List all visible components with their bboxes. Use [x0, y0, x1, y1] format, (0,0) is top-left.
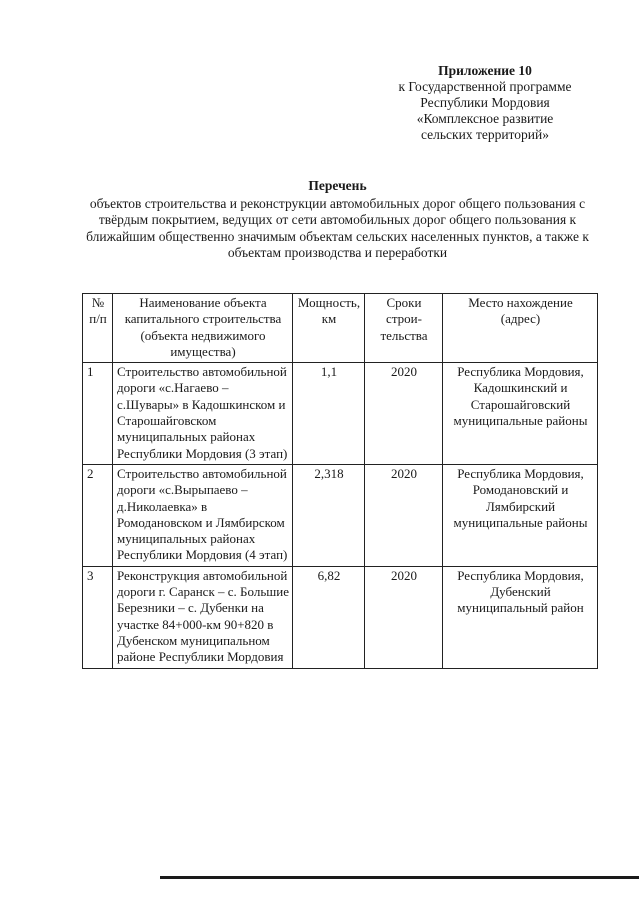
- cell-place: Республика Мордовия, Кадошкинский и Старошайговский муниципальные районы: [443, 363, 598, 465]
- appendix-block: [370, 63, 600, 143]
- document-title: Перечень: [308, 178, 367, 193]
- cell-num: 2: [83, 464, 113, 566]
- scan-edge-line: [160, 876, 639, 879]
- table-row: [83, 363, 598, 465]
- cell-power: 1,1: [293, 363, 365, 465]
- objects-table: [82, 293, 598, 669]
- cell-place: Республика Мордовия, Ромодановский и Лямбирский муниципальные районы: [443, 464, 598, 566]
- cell-term: 2020: [365, 566, 443, 668]
- cell-name: Строительство автомобильной дороги «с.Нагаево – с.Шувары» в Кадошкинском и Старошайговском муниципальных районах Республики Мордовия (3 этап): [113, 363, 293, 465]
- document-subtitle: объектов строительства и реконструкции автомобильных дорог общего пользования с твёрдым покрытием, ведущих от сети автомобильных дорог общего пользования к ближайшим общественно значимым объектам сельских населенных пунктов, а также к объектам производства и переработки: [86, 195, 589, 260]
- cell-power: 6,82: [293, 566, 365, 668]
- header-term: Сроки строи-тельства: [365, 294, 443, 363]
- appendix-line: сельских территорий»: [421, 127, 549, 142]
- cell-power: 2,318: [293, 464, 365, 566]
- header-num: № п/п: [83, 294, 113, 363]
- table-row: [83, 464, 598, 566]
- header-place: Место нахождение (адрес): [443, 294, 598, 363]
- header-power: Мощность, км: [293, 294, 365, 363]
- cell-term: 2020: [365, 464, 443, 566]
- cell-num: 3: [83, 566, 113, 668]
- header-name: Наименование объекта капитального строительства (объекта недвижимого имущества): [113, 294, 293, 363]
- appendix-line: «Комплексное развитие: [416, 111, 554, 126]
- appendix-line: Республики Мордовия: [420, 95, 550, 110]
- appendix-title: Приложение 10: [438, 63, 532, 78]
- appendix-line: к Государственной программе: [398, 79, 572, 94]
- table-header-row: [83, 294, 598, 363]
- cell-num: 1: [83, 363, 113, 465]
- cell-place: Республика Мордовия, Дубенский муниципальный район: [443, 566, 598, 668]
- cell-name: Строительство автомобильной дороги «с.Вырыпаево – д.Николаевка» в Ромодановском и Лямбирском муниципальных районах Республики Мордовия (4 этап): [113, 464, 293, 566]
- cell-term: 2020: [365, 363, 443, 465]
- document-heading: [80, 178, 595, 262]
- table-row: [83, 566, 598, 668]
- cell-name: Реконструкция автомобильной дороги г. Саранск – с. Большие Березники – с. Дубенки на участке 84+000-км 90+820 в Дубенском муниципальном районе Республики Мордовия: [113, 566, 293, 668]
